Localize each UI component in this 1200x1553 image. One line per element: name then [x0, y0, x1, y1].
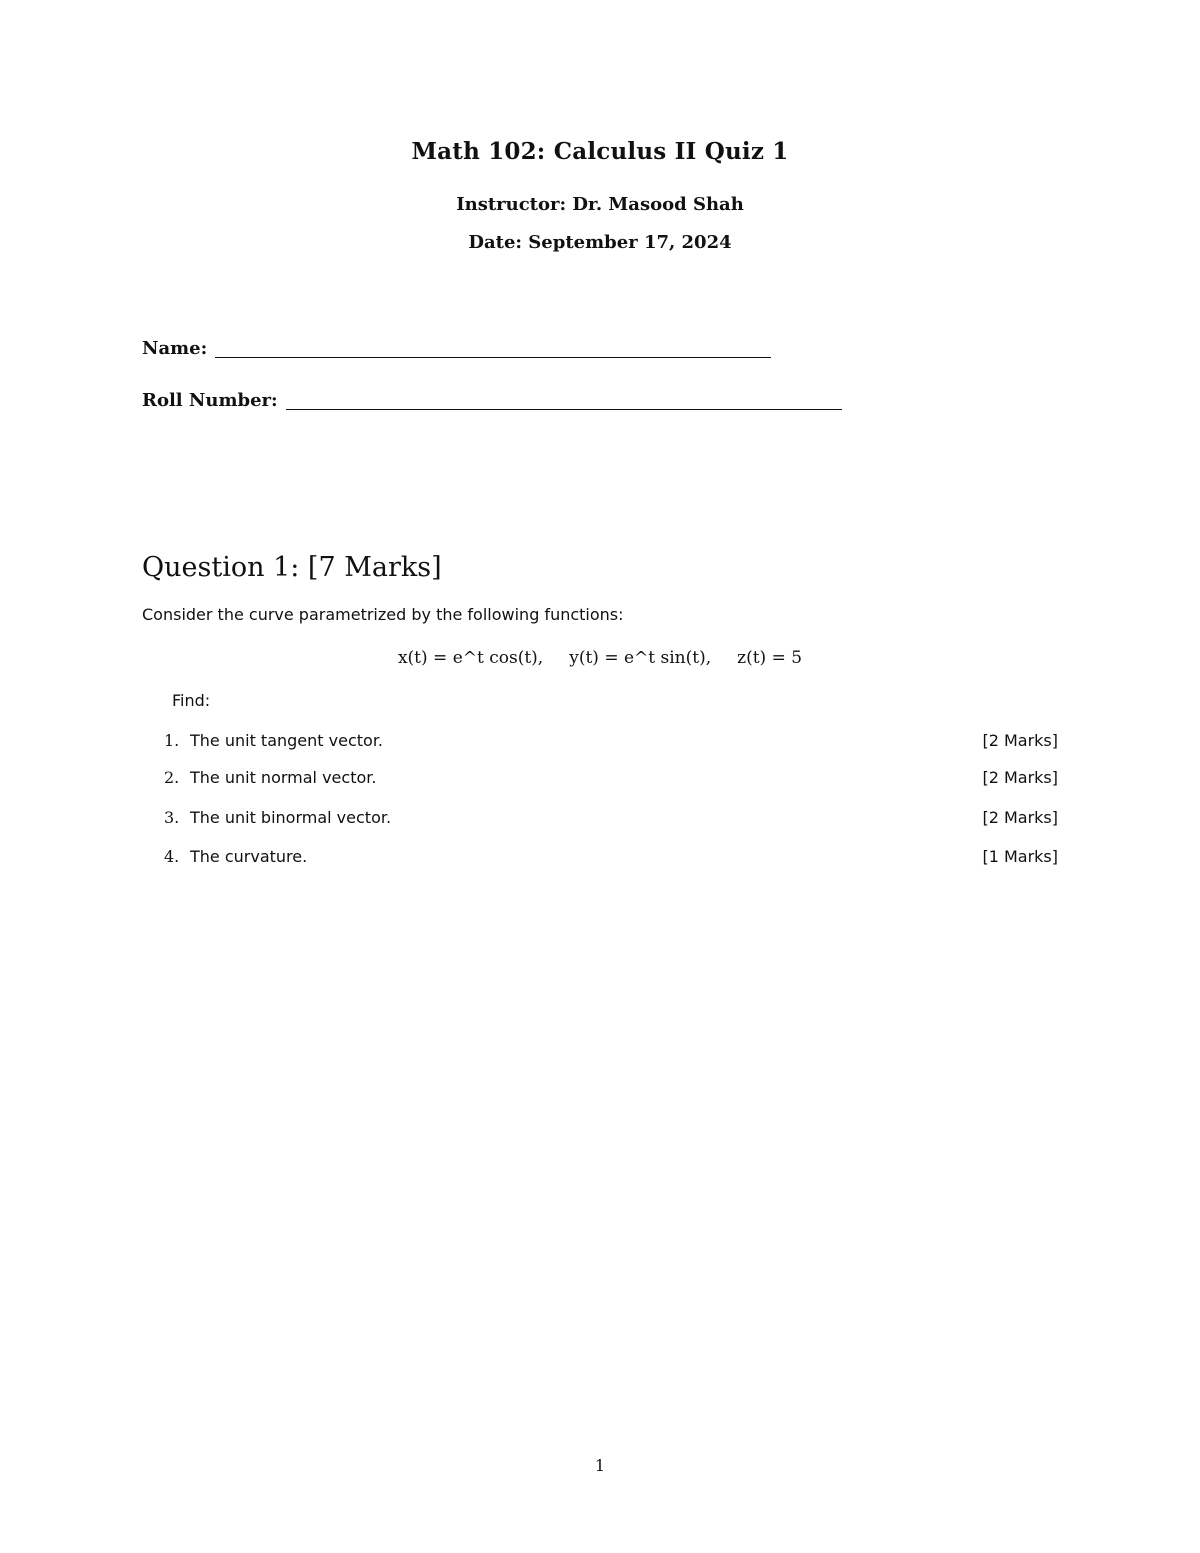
- name-blank-line[interactable]: [215, 357, 771, 358]
- question-intro: Consider the curve parametrized by the following functions:: [142, 605, 624, 624]
- list-item: [164, 768, 1058, 792]
- item-marks: [2 Marks]: [982, 731, 1058, 750]
- item-marks: [2 Marks]: [982, 768, 1058, 787]
- list-item: [164, 808, 1058, 832]
- item-number: 2.: [164, 768, 180, 787]
- list-item: [164, 731, 1058, 755]
- item-marks: [1 Marks]: [982, 847, 1058, 866]
- list-item: [164, 847, 1058, 871]
- item-text: The unit normal vector.: [190, 768, 377, 787]
- name-label: Name:: [142, 338, 208, 359]
- page-number: 1: [594, 1456, 606, 1475]
- equation-z: z(t) = 5: [737, 648, 803, 668]
- item-number: 4.: [164, 847, 180, 866]
- date-line: Date: September 17, 2024: [468, 232, 732, 253]
- quiz-title: Math 102: Calculus II Quiz 1: [411, 138, 789, 165]
- find-label: Find:: [172, 691, 211, 710]
- instructor-line: Instructor: Dr. Masood Shah: [456, 194, 744, 215]
- item-number: 1.: [164, 731, 180, 750]
- equation-x: x(t) = e^t cos(t),: [397, 648, 544, 668]
- equation-y: y(t) = e^t sin(t),: [569, 648, 712, 668]
- item-number: 3.: [164, 808, 180, 827]
- parametric-equation: [0, 648, 1200, 668]
- item-text: The unit tangent vector.: [190, 731, 384, 750]
- item-text: The unit binormal vector.: [190, 808, 392, 827]
- item-marks: [2 Marks]: [982, 808, 1058, 827]
- roll-number-blank-line[interactable]: [286, 409, 842, 410]
- roll-number-label: Roll Number:: [142, 390, 278, 411]
- item-text: The curvature.: [190, 847, 308, 866]
- question-heading: Question 1: [7 Marks]: [142, 552, 442, 583]
